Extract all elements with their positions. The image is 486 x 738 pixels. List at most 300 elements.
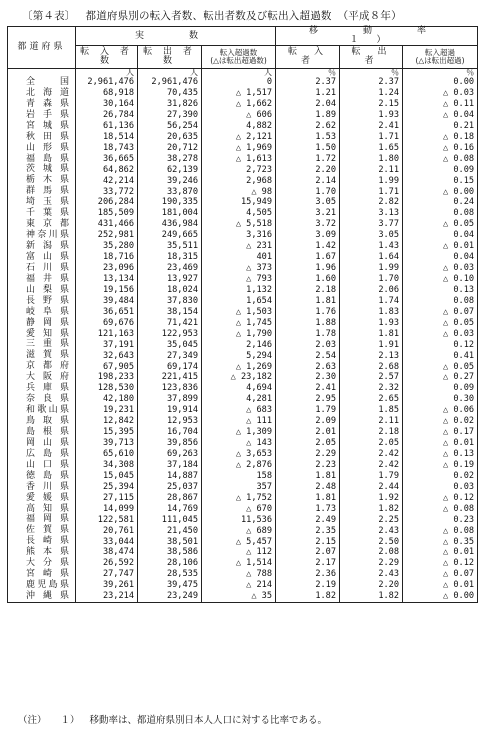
in-rate-cell: 2.63 [276, 361, 340, 372]
prefecture-name-cell: 神奈川県 [8, 230, 76, 241]
in-count-cell: 35,280 [76, 241, 138, 252]
in-count-cell: 198,233 [76, 372, 138, 383]
table-row [8, 143, 478, 154]
unit-out: 人 [138, 69, 202, 78]
net-rate-cell: △ 0.07 [403, 307, 478, 318]
out-rate-cell: 2.25 [340, 515, 403, 526]
in-count-cell: 27,115 [76, 493, 138, 504]
out-rate-cell: 1.71 [340, 132, 403, 143]
prefecture-name-cell: 山梨県 [8, 285, 76, 296]
prefecture-name-cell: 福岡県 [8, 515, 76, 526]
table-row [8, 88, 478, 99]
out-count-cell: 37,899 [138, 394, 202, 405]
in-count-cell: 206,284 [76, 197, 138, 208]
in-count-cell: 18,743 [76, 143, 138, 154]
in-rate-cell: 3.72 [276, 219, 340, 230]
out-rate-cell: 2.29 [340, 558, 403, 569]
table-row [8, 197, 478, 208]
out-count-cell: 181,004 [138, 208, 202, 219]
in-count-cell: 33,772 [76, 186, 138, 197]
in-rate-cell: 2.05 [276, 438, 340, 449]
out-count-cell: 18,024 [138, 285, 202, 296]
out-rate-cell: 1.82 [340, 504, 403, 515]
out-count-cell: 28,106 [138, 558, 202, 569]
in-rate-cell: 1.53 [276, 132, 340, 143]
in-rate-cell: 1.50 [276, 143, 340, 154]
prefecture-name-cell: 新潟県 [8, 241, 76, 252]
out-rate-cell: 2.15 [340, 99, 403, 110]
in-rate-cell: 2.09 [276, 416, 340, 427]
in-count-cell: 69,676 [76, 318, 138, 329]
table-title [22, 8, 402, 23]
out-rate-cell: 3.77 [340, 219, 403, 230]
table-row [8, 99, 478, 110]
out-count-cell: 20,712 [138, 143, 202, 154]
prefecture-name-cell: 埼玉県 [8, 197, 76, 208]
out-count-cell: 69,263 [138, 449, 202, 460]
table-row [8, 383, 478, 394]
prefecture-name-cell: 長野県 [8, 296, 76, 307]
out-rate-cell: 2.20 [340, 580, 403, 591]
out-count-cell: 39,856 [138, 438, 202, 449]
table-row [8, 460, 478, 471]
in-rate-cell: 1.82 [276, 591, 340, 602]
in-count-cell: 67,905 [76, 361, 138, 372]
prefecture-name-cell: 大阪府 [8, 372, 76, 383]
out-count-cell: 2,961,476 [138, 77, 202, 88]
net-rate-header-line2: (△は転出超過) [415, 56, 465, 65]
net-count-cell: △ 1,790 [202, 329, 276, 340]
in-count-cell: 37,191 [76, 340, 138, 351]
net-count-cell: △ 1,503 [202, 307, 276, 318]
prefecture-name-cell: 北海道 [8, 88, 76, 99]
prefecture-name-cell: 青森県 [8, 99, 76, 110]
net-rate-cell: △ 0.19 [403, 460, 478, 471]
table-row [8, 252, 478, 263]
table-row [8, 405, 478, 416]
in-rate-cell: 3.21 [276, 208, 340, 219]
out-rate-cell: 1.79 [340, 471, 403, 482]
in-count-cell: 68,918 [76, 88, 138, 99]
net-count-cell: △ 23,182 [202, 372, 276, 383]
net-count-cell: 11,536 [202, 515, 276, 526]
in-count-cell: 19,156 [76, 285, 138, 296]
net-rate-cell: 0.15 [403, 175, 478, 186]
net-rate-cell: △ 0.00 [403, 186, 478, 197]
out-rate-cell: 2.65 [340, 394, 403, 405]
net-count-cell: 3,316 [202, 230, 276, 241]
table-period: （平成８年） [337, 10, 402, 22]
in-count-cell: 38,474 [76, 547, 138, 558]
out-rate-header: 転 出 者 [340, 46, 403, 69]
out-count-cell: 37,184 [138, 460, 202, 471]
net-rate-cell: △ 0.00 [403, 591, 478, 602]
net-count-cell: △ 214 [202, 580, 276, 591]
net-count-header-line1: 転入超過数 [219, 47, 258, 57]
out-rate-cell: 1.93 [340, 318, 403, 329]
table-header [8, 27, 478, 69]
in-rate-cell: 1.81 [276, 493, 340, 504]
net-rate-cell: 0.02 [403, 471, 478, 482]
prefecture-name-cell: 鹿児島県 [8, 580, 76, 591]
out-rate-cell: 1.74 [340, 296, 403, 307]
net-rate-cell: 0.09 [403, 165, 478, 176]
net-count-cell: △ 1,269 [202, 361, 276, 372]
out-count-cell: 39,246 [138, 175, 202, 186]
net-rate-cell: △ 0.03 [403, 88, 478, 99]
in-count-header: 転 入 者 数 [76, 46, 138, 69]
net-rate-cell: △ 0.27 [403, 372, 478, 383]
in-count-cell: 23,214 [76, 591, 138, 602]
out-rate-cell: 2.41 [340, 121, 403, 132]
prefecture-name-cell: 沖縄県 [8, 591, 76, 602]
unit-net: 人 [202, 69, 276, 78]
net-count-cell: △ 143 [202, 438, 276, 449]
table-row [8, 110, 478, 121]
in-count-cell: 23,096 [76, 263, 138, 274]
prefecture-name-cell: 茨城県 [8, 165, 76, 176]
net-rate-cell: △ 0.18 [403, 132, 478, 143]
in-count-cell: 18,716 [76, 252, 138, 263]
prefecture-name-cell: 和歌山県 [8, 405, 76, 416]
in-rate-cell: 1.67 [276, 252, 340, 263]
prefecture-name-cell: 三重県 [8, 340, 76, 351]
in-rate-cell: 1.81 [276, 296, 340, 307]
prefecture-name-cell: 大分県 [8, 558, 76, 569]
out-count-cell: 20,635 [138, 132, 202, 143]
out-count-cell: 14,887 [138, 471, 202, 482]
out-rate-cell: 3.13 [340, 208, 403, 219]
net-rate-cell: 0.08 [403, 296, 478, 307]
out-count-cell: 122,953 [138, 329, 202, 340]
in-rate-cell: 2.62 [276, 121, 340, 132]
net-rate-cell: △ 0.03 [403, 263, 478, 274]
out-count-cell: 35,045 [138, 340, 202, 351]
in-rate-cell: 1.88 [276, 318, 340, 329]
prefecture-name-cell: 石川県 [8, 263, 76, 274]
prefecture-name-cell: 宮城県 [8, 121, 76, 132]
net-rate-cell: △ 0.16 [403, 143, 478, 154]
migration-table [7, 26, 478, 603]
table-row [8, 416, 478, 427]
net-count-cell: △ 98 [202, 186, 276, 197]
out-count-cell: 27,390 [138, 110, 202, 121]
net-rate-cell: △ 0.35 [403, 536, 478, 547]
net-rate-cell: 0.12 [403, 340, 478, 351]
out-count-cell: 12,953 [138, 416, 202, 427]
table-row [8, 241, 478, 252]
net-count-cell: 357 [202, 482, 276, 493]
net-count-cell: 4,505 [202, 208, 276, 219]
out-rate-cell: 2.06 [340, 285, 403, 296]
net-count-cell: △ 2,876 [202, 460, 276, 471]
unit-in: 人 [76, 69, 138, 78]
out-rate-cell: 1.99 [340, 175, 403, 186]
net-rate-cell: 0.03 [403, 482, 478, 493]
net-count-cell: 4,694 [202, 383, 276, 394]
in-count-cell: 36,651 [76, 307, 138, 318]
in-count-cell: 185,509 [76, 208, 138, 219]
prefecture-name-cell: 山口県 [8, 460, 76, 471]
table-row [8, 340, 478, 351]
in-count-cell: 39,484 [76, 296, 138, 307]
in-rate-cell: 2.48 [276, 482, 340, 493]
net-rate-cell: △ 0.06 [403, 405, 478, 416]
out-count-cell: 23,469 [138, 263, 202, 274]
in-rate-cell: 1.78 [276, 329, 340, 340]
out-rate-cell: 2.11 [340, 416, 403, 427]
out-count-cell: 39,475 [138, 580, 202, 591]
out-count-cell: 19,914 [138, 405, 202, 416]
table-row [8, 427, 478, 438]
in-rate-cell: 1.42 [276, 241, 340, 252]
out-count-cell: 14,769 [138, 504, 202, 515]
net-count-cell: 5,294 [202, 350, 276, 361]
in-count-cell: 18,514 [76, 132, 138, 143]
in-rate-cell: 1.21 [276, 88, 340, 99]
table-row [8, 285, 478, 296]
out-count-cell: 27,349 [138, 350, 202, 361]
out-rate-cell: 1.83 [340, 307, 403, 318]
out-count-cell: 23,249 [138, 591, 202, 602]
in-count-cell: 61,136 [76, 121, 138, 132]
table-row [8, 77, 478, 88]
in-count-cell: 39,713 [76, 438, 138, 449]
in-rate-cell: 2.04 [276, 99, 340, 110]
out-rate-cell: 3.05 [340, 230, 403, 241]
prefecture-name-cell: 鳥取県 [8, 416, 76, 427]
net-rate-cell: △ 0.07 [403, 569, 478, 580]
out-rate-cell: 1.70 [340, 274, 403, 285]
out-count-cell: 38,501 [138, 536, 202, 547]
prefecture-name-cell: 岐阜県 [8, 307, 76, 318]
out-count-cell: 35,511 [138, 241, 202, 252]
out-rate-cell: 2.68 [340, 361, 403, 372]
footnote-number: １） [60, 715, 80, 726]
out-rate-cell: 2.18 [340, 427, 403, 438]
in-rate-cell: 2.07 [276, 547, 340, 558]
in-count-cell: 20,761 [76, 525, 138, 536]
out-count-cell: 38,278 [138, 154, 202, 165]
in-count-cell: 42,180 [76, 394, 138, 405]
in-rate-cell: 2.36 [276, 569, 340, 580]
out-count-cell: 13,927 [138, 274, 202, 285]
prefecture-name-cell: 愛知県 [8, 329, 76, 340]
out-rate-cell: 2.43 [340, 525, 403, 536]
net-rate-cell: 0.41 [403, 350, 478, 361]
in-count-cell: 30,164 [76, 99, 138, 110]
out-count-cell: 123,836 [138, 383, 202, 394]
in-count-cell: 65,610 [76, 449, 138, 460]
table-row [8, 449, 478, 460]
table-row [8, 263, 478, 274]
out-count-cell: 249,665 [138, 230, 202, 241]
prefecture-name-cell: 佐賀県 [8, 525, 76, 536]
net-rate-cell: 0.00 [403, 77, 478, 88]
prefecture-name-cell: 愛媛県 [8, 493, 76, 504]
net-rate-cell: △ 0.12 [403, 493, 478, 504]
in-rate-cell: 2.15 [276, 536, 340, 547]
net-rate-cell: 0.04 [403, 230, 478, 241]
table-row [8, 350, 478, 361]
migration-rate-group-header: 移 動 率 １） [276, 27, 478, 46]
table-row [8, 438, 478, 449]
in-rate-cell: 2.37 [276, 77, 340, 88]
out-count-cell: 31,826 [138, 99, 202, 110]
net-rate-cell: △ 0.04 [403, 110, 478, 121]
net-rate-cell: △ 0.10 [403, 274, 478, 285]
net-count-cell: △ 1,514 [202, 558, 276, 569]
table-row [8, 504, 478, 515]
net-rate-cell: △ 0.13 [403, 449, 478, 460]
out-count-cell: 436,984 [138, 219, 202, 230]
out-count-cell: 33,870 [138, 186, 202, 197]
in-count-cell: 26,592 [76, 558, 138, 569]
net-count-cell: 4,882 [202, 121, 276, 132]
net-count-header [202, 46, 276, 69]
net-rate-cell: 0.13 [403, 285, 478, 296]
in-rate-cell: 1.79 [276, 405, 340, 416]
in-count-cell: 64,862 [76, 165, 138, 176]
net-count-cell: 2,968 [202, 175, 276, 186]
net-rate-cell: △ 0.01 [403, 438, 478, 449]
footnote-label: （注） [18, 715, 47, 726]
table-row [8, 515, 478, 526]
net-rate-cell: △ 0.12 [403, 558, 478, 569]
net-rate-cell: △ 0.17 [403, 427, 478, 438]
out-count-cell: 38,586 [138, 547, 202, 558]
net-rate-cell: 0.21 [403, 121, 478, 132]
prefecture-name-cell: 福島県 [8, 154, 76, 165]
out-count-cell: 71,421 [138, 318, 202, 329]
table-row [8, 318, 478, 329]
in-count-cell: 252,981 [76, 230, 138, 241]
table-row [8, 154, 478, 165]
net-count-cell: △ 1,752 [202, 493, 276, 504]
net-count-cell: 1,132 [202, 285, 276, 296]
in-rate-cell: 2.95 [276, 394, 340, 405]
in-rate-cell: 2.30 [276, 372, 340, 383]
in-count-cell: 39,261 [76, 580, 138, 591]
out-rate-cell: 1.99 [340, 263, 403, 274]
table-row [8, 230, 478, 241]
table-row [8, 361, 478, 372]
in-rate-cell: 2.49 [276, 515, 340, 526]
table-row [8, 175, 478, 186]
net-count-cell: △ 35 [202, 591, 276, 602]
net-rate-cell: 0.23 [403, 515, 478, 526]
table-row [8, 394, 478, 405]
footnote-text: 移動率は、都道府県別日本人人口に対する比率である。 [89, 715, 328, 726]
out-count-cell: 28,867 [138, 493, 202, 504]
net-count-cell: △ 1,309 [202, 427, 276, 438]
net-count-cell: △ 2,121 [202, 132, 276, 143]
out-rate-cell: 1.85 [340, 405, 403, 416]
prefecture-name-cell: 長崎県 [8, 536, 76, 547]
net-rate-cell: 0.08 [403, 208, 478, 219]
net-count-cell: △ 683 [202, 405, 276, 416]
in-rate-cell: 1.70 [276, 186, 340, 197]
in-count-cell: 36,665 [76, 154, 138, 165]
out-count-cell: 70,435 [138, 88, 202, 99]
in-rate-cell: 1.73 [276, 504, 340, 515]
prefecture-name-cell: 福井県 [8, 274, 76, 285]
in-rate-cell: 2.17 [276, 558, 340, 569]
prefecture-name-cell: 奈良県 [8, 394, 76, 405]
prefecture-name-cell: 滋賀県 [8, 350, 76, 361]
out-count-cell: 18,315 [138, 252, 202, 263]
in-rate-header: 転 入 者 [276, 46, 340, 69]
out-count-cell: 62,139 [138, 165, 202, 176]
prefecture-name-cell: 群馬県 [8, 186, 76, 197]
prefecture-name-cell: 栃木県 [8, 175, 76, 186]
out-count-cell: 190,335 [138, 197, 202, 208]
net-rate-cell: △ 0.11 [403, 99, 478, 110]
prefecture-name-cell: 岩手県 [8, 110, 76, 121]
net-count-cell: 2,146 [202, 340, 276, 351]
in-count-cell: 2,961,476 [76, 77, 138, 88]
net-count-cell: △ 793 [202, 274, 276, 285]
footnote [18, 712, 327, 726]
out-rate-cell: 1.24 [340, 88, 403, 99]
in-rate-cell: 2.20 [276, 165, 340, 176]
table-row [8, 219, 478, 230]
out-rate-cell: 1.91 [340, 340, 403, 351]
table-row [8, 372, 478, 383]
in-count-cell: 14,099 [76, 504, 138, 515]
out-count-cell: 111,045 [138, 515, 202, 526]
out-rate-cell: 2.50 [340, 536, 403, 547]
out-rate-cell: 2.11 [340, 165, 403, 176]
in-rate-cell: 1.76 [276, 307, 340, 318]
prefecture-name-cell: 富山県 [8, 252, 76, 263]
in-rate-cell: 2.18 [276, 285, 340, 296]
table-row [8, 569, 478, 580]
in-count-cell: 121,163 [76, 329, 138, 340]
prefecture-name-cell: 全国 [8, 77, 76, 88]
in-count-cell: 13,134 [76, 274, 138, 285]
table-row [8, 208, 478, 219]
out-rate-cell: 2.43 [340, 569, 403, 580]
table-row [8, 471, 478, 482]
out-count-cell: 37,830 [138, 296, 202, 307]
prefecture-name-cell: 静岡県 [8, 318, 76, 329]
out-count-cell: 38,154 [138, 307, 202, 318]
out-rate-cell: 1.92 [340, 493, 403, 504]
in-rate-cell: 1.81 [276, 471, 340, 482]
net-rate-cell: △ 0.01 [403, 241, 478, 252]
prefecture-header: 都道府県 [8, 27, 76, 69]
prefecture-name-cell: 高知県 [8, 504, 76, 515]
out-count-cell: 221,415 [138, 372, 202, 383]
net-count-cell: 4,281 [202, 394, 276, 405]
in-count-cell: 15,045 [76, 471, 138, 482]
out-count-header: 転 出 者 数 [138, 46, 202, 69]
table-row [8, 296, 478, 307]
out-count-cell: 25,037 [138, 482, 202, 493]
in-count-cell: 128,530 [76, 383, 138, 394]
net-count-cell: △ 231 [202, 241, 276, 252]
in-count-cell: 34,308 [76, 460, 138, 471]
table-row [8, 547, 478, 558]
out-rate-cell: 2.42 [340, 460, 403, 471]
net-count-cell: △ 788 [202, 569, 276, 580]
net-rate-cell: △ 0.02 [403, 416, 478, 427]
in-rate-cell: 1.96 [276, 263, 340, 274]
in-count-cell: 27,747 [76, 569, 138, 580]
prefecture-name-cell: 千葉県 [8, 208, 76, 219]
out-count-cell: 28,535 [138, 569, 202, 580]
